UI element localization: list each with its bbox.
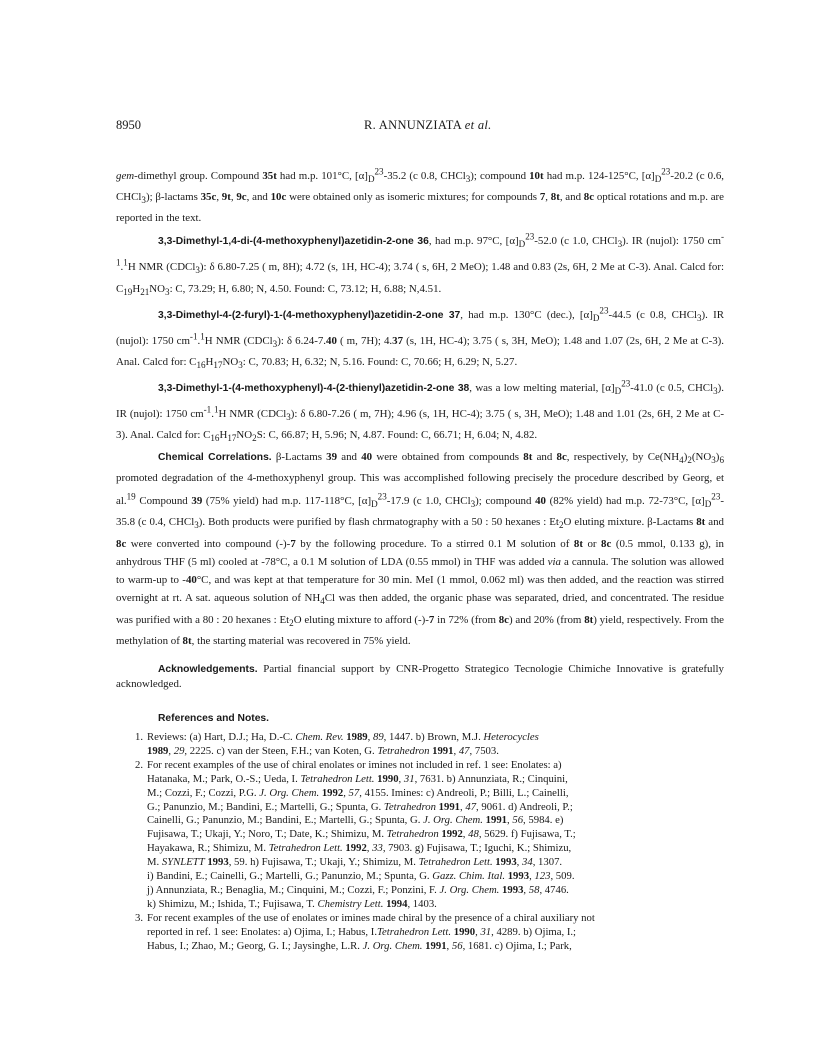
reference-line: Reviews: (a) Hart, D.J.; Ha, D.-C. Chem. Rev. 1989, 89, 1447. b) Brown, M.J. Heterocycles — [147, 731, 539, 743]
reference-text — [147, 912, 727, 954]
reference-line: G.; Panunzio, M.; Bandini, E.; Martelli, G.; Spunta, G. Tetrahedron 1991, 47, 9061. d) Andreoli, P.; — [147, 800, 573, 813]
reference-line: M.; Cozzi, F.; Cozzi, P.G. J. Org. Chem. 1992, 57, 4155. Imines: c) Andreoli, P.; Billi, L.; Cainelli, — [147, 786, 569, 799]
reference-text — [147, 731, 727, 759]
reference-line: 1989, 29, 2225. c) van der Steen, F.H.; van Koten, G. Tetrahedron 1991, 47, 7503. — [147, 744, 499, 757]
reference-line: M. SYNLETT 1993, 59. h) Fujisawa, T.; Ukaji, Y.; Shimizu, M. Tetrahedron Lett. 1993, 34, 1307. — [147, 856, 563, 869]
paragraph-gem-dimethyl: gem-dimethyl group. Compound 35t had m.p. 101°C, $[\alpha]_D^{23}-35.2$ (c 0.8, CHCl$_3$); compound 10t had m.p. 124-125°C, $[\alpha]_D^{23}-20.2$ (c 0.6, CHCl$_3$); β-lactams 35c, 9t, 9c, and 10c were obtained only as isomeric mixtures; for compounds 7, 8t, and 8c optical rotations and m.p. are reported in the text. — [116, 166, 724, 225]
body-text — [116, 162, 724, 728]
reference-number: 1. — [135, 731, 144, 743]
paragraph-acknowledgements: Acknowledgements. Partial financial support by CNR-Progetto Strategico Tecnologie Chimiche Innovative is gratefully acknowledged. — [116, 663, 724, 691]
reference-line: For recent examples of the use of enolates or imines made chiral by the presence of a chiral auxiliary not — [147, 911, 595, 924]
reference-line: i) Bandini, E.; Cainelli, G.; Martelli, G.; Panunzio, M.; Spunta, G. Gazz. Chim. Ital. 1993, 123, 509. — [147, 870, 575, 883]
reference-number: 3. — [135, 911, 144, 924]
reference-item — [135, 731, 727, 759]
running-head: R. ANNUNZIATA et al. — [364, 118, 492, 132]
reference-item — [135, 759, 727, 912]
paragraph-chemical-correlations: Chemical Correlations. β-Lactams 39 and 40 were obtained from compounds 8t and 8c, respectively, by $Ce(NH_4)_2(NO_3)_6$ promoted degradation of the 4-methoxyphenyl group. This was accomplished following precisely the procedure described by Georg, et al.$^{19}$ Compound 39 (75% yield) had m.p. 117-118°C, $[\alpha]_D^{23}-17.9$ (c 1.0, CHCl$_3$); compound 40 (82% yield) had m.p. 72-73°C, $[\alpha]_D^{23}-35.8$ (c 0.4, CHCl$_3$). Both products were purified by flash chrmatography with a 50 : 50 hexanes : $Et_2O$ eluting mixture. β-Lactams 8t and 8c were converted into compound (-)-7 by the following procedure. To a stirred 0.1 M solution of 8t or 8c (0.5 mmol, 0.133 g), in anhydrous THF (5 ml) cooled at -78°C, a 0.1 M solution of LDA (0.55 mmol) in THF was added via a cannula. The solution was allowed to warm-up to -40°C, and was kept at that temperature for 30 min. MeI (1 mmol, 0.062 ml) was then added, and the reaction was stirred overnight at rt. A sat. aqueous solution of $NH_4Cl$ was then added, the organic phase was separated, dried, and concentrated. The residue was purified with a 80 : 20 hexanes : $Et_2O$ eluting mixture to afford (-)-7 in 72% (from 8c) and 20% (from 8t) yield, respectively. From the methylation of 8t, the starting material was recovered in 75% yield. — [116, 450, 725, 648]
reference-line: Hatanaka, M.; Park, O.-S.; Ueda, I. Tetrahedron Lett. 1990, 31, 7631. b) Annunziata, R.; Cinquini, — [147, 772, 568, 785]
reference-line: j) Annunziata, R.; Benaglia, M.; Cinquini, M.; Cozzi, F.; Ponzini, F. J. Org. Chem. 1993, 58, 4746. — [147, 883, 569, 896]
references-list — [135, 731, 727, 954]
paragraph-compound-37: 3,3-Dimethyl-4-(2-furyl)-1-(4-methoxyphenyl)azetidin-2-one 37, had m.p. 130°C (dec.), $[\alpha]_D^{23}-44.5$ (c 0.8, CHCl$_3$). IR (nujol): 1750 $cm^{-1}.^1H$ NMR (CDCl$_3$): δ 6.24-7.40 ( m, 7H); 4.37 (s, 1H, HC-4); 3.75 ( s, 3H, MeO); 1.48 and 1.07 (2s, 6H, 2 Me at C-3). Anal. Calcd for: $C_{16}H_{17}NO_3$: C, 70.83; H, 6.32; N, 5.16. Found: C, 70.66; H, 6.29; N, 5.27. — [116, 304, 725, 371]
reference-text — [147, 759, 727, 912]
reference-line: Fujisawa, T.; Ukaji, Y.; Noro, T.; Date, K.; Shimizu, M. Tetrahedron 1992, 48, 5629. f) Fujisawa, T.; — [147, 828, 576, 841]
page-header — [116, 118, 716, 136]
reference-line: k) Shimizu, M.; Ishida, T.; Fujisawa, T. Chemistry Lett. 1994, 1403. — [147, 897, 437, 910]
reference-number: 2. — [135, 758, 144, 771]
reference-item — [135, 912, 727, 954]
reference-line: reported in ref. 1 see: Enolates: a) Ojima, I.; Habus, I.Tetrahedron Lett. 1990, 31, 4289. b) Ojima, I.; — [147, 925, 577, 938]
reference-line: Habus, I.; Zhao, M.; Georg, G. I.; Jaysinghe, L.R. J. Org. Chem. 1991, 56, 1681. c) Ojima, I.; Park, — [147, 939, 572, 952]
paragraph-compound-36: 3,3-Dimethyl-1,4-di-(4-methoxyphenyl)azetidin-2-one 36, had m.p. 97°C, $[\alpha]_D^{23}-52.0$ (c 1.0, CHCl$_3$). IR (nujol): 1750 $cm^{-1}.^1H$ NMR (CDCl$_3$): δ 6.80-7.25 ( m, 8H); 4.72 (s, 1H, HC-4); 3.74 ( s, 6H, 2 MeO); 1.48 and 0.83 (2s, 6H, 2 Me at C-3). Anal. Calcd for: $C_{19}H_{21}NO_3$: C, 73.29; H, 6.80; N, 4.50. Found: C, 73.12; H, 6.88; N,4.51. — [116, 231, 724, 297]
paragraph-compound-38: 3,3-Dimethyl-1-(4-methoxyphenyl)-4-(2-thienyl)azetidin-2-one 38, was a low melting material, $[\alpha]_D^{23}-41.0$ (c 0.5, CHCl$_3$). IR (nujol): 1750 $cm^{-1}.^1H$ NMR (CDCl$_3$): δ 6.80-7.26 ( m, 7H); 4.96 (s, 1H, HC-4); 3.75 ( s, 3H, MeO); 1.48 and 1.01 (2s, 6H, 2 Me at C-3). Anal. Calcd for: $C_{16}H_{17}NO_2S$: C, 66.87; H, 5.96; N, 4.87. Found: C, 66.71; H, 6.04; N, 4.82. — [116, 378, 725, 444]
page-number: 8950 — [116, 118, 141, 132]
reference-line: Hayakawa, R.; Shimizu, M. Tetrahedron Lett. 1992, 33, 7903. g) Fujisawa, T.; Iguchi, K.; Shimizu, — [147, 842, 572, 855]
references-heading: References and Notes. — [158, 713, 270, 725]
reference-line: Cainelli, G.; Panunzio, M.; Bandini, E.; Martelli, G.; Spunta, G. J. Org. Chem. 1991, 56, 5984. e) — [147, 814, 564, 827]
reference-line: For recent examples of the use of chiral enolates or imines not included in ref. 1 see: Enolates: a) — [147, 758, 562, 771]
